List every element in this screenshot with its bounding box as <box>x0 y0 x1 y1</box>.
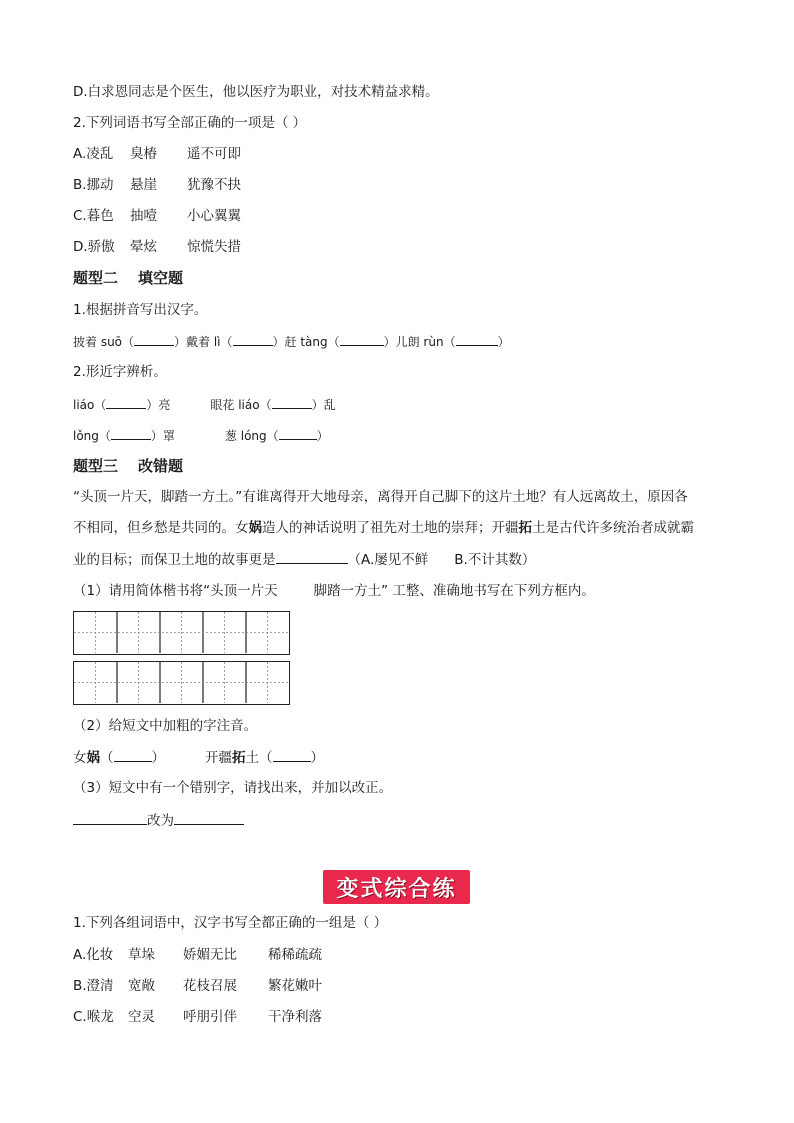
question-2: 2.下列词语书写全部正确的一项是（ ） <box>73 115 307 131</box>
writing-grid-2[interactable] <box>73 661 290 705</box>
writing-grid-1[interactable] <box>73 611 290 655</box>
blank-li[interactable] <box>233 331 273 346</box>
variant-option-c: C.喉龙 空灵 呼朋引伴 干净利落 <box>73 1009 322 1025</box>
blank-wa-pinyin[interactable] <box>114 747 152 762</box>
blank-tuo-pinyin[interactable] <box>273 747 311 762</box>
phonetic-row: 女娲（ ） 开疆拓土（ ） <box>73 747 324 768</box>
passage-line-1: “头顶一片天，脚踏一方土。”有谁离得开大地母亲，离得开自己脚下的这片土地？有人远离故土，原因各 <box>73 489 688 505</box>
correction-question-2: （2）给短文中加粗的字注音。 <box>73 718 258 734</box>
blank-tang[interactable] <box>340 331 384 346</box>
blank-idiom[interactable] <box>276 549 348 564</box>
blank-suo[interactable] <box>134 331 174 346</box>
q2-option-c: C.暮色 抽噎 小心翼翼 <box>73 208 241 224</box>
blank-liao-1[interactable] <box>106 394 146 409</box>
bold-char-tuo: 拓 <box>518 520 532 536</box>
q2-option-d: D.骄傲 晕炫 惊慌失措 <box>73 239 241 255</box>
blank-wrong-char[interactable] <box>73 810 147 825</box>
grid-lines-1 <box>74 612 288 653</box>
blank-long-2[interactable] <box>279 425 317 440</box>
section-banner: 变式综合练 <box>323 870 470 904</box>
variant-question-1: 1.下列各组词语中，汉字书写全都正确的一组是（ ） <box>73 915 388 931</box>
grid-lines-2 <box>74 662 288 703</box>
similar-chars-row-1: liáo（ ）亮 眼花 liáo（ ）乱 <box>73 394 336 415</box>
blank-long-1[interactable] <box>111 425 151 440</box>
variant-option-a: A.化妆 草垛 娇媚无比 稀稀疏疏 <box>73 947 322 963</box>
passage-line-2: 不相同，但乡愁是共同的。女娲造人的神话说明了祖先对土地的崇拜；开疆拓土是古代许多统治者成就霸 <box>73 520 694 536</box>
blank-liao-2[interactable] <box>272 394 312 409</box>
blank-run[interactable] <box>456 331 498 346</box>
correction-question-3: （3）短文中有一个错别字，请找出来，并加以改正。 <box>73 780 393 796</box>
section-heading-fill-in: 题型二 填空题 <box>73 269 184 287</box>
q2-option-a: A.凌乱 臭椿 遥不可即 <box>73 146 241 162</box>
similar-chars-row-2: lǒng（ ）罩 葱 lóng（ ） <box>73 425 329 446</box>
passage-line-3: 业的目标；而保卫土地的故事更是 （A.屡见不鲜 B.不计其数） <box>73 549 535 570</box>
variant-option-b: B.澄清 宽敞 花枝召展 繁花嫩叶 <box>73 978 322 994</box>
option-d-statement: D.白求恩同志是个医生，他以医疗为职业，对技术精益求精。 <box>73 84 439 100</box>
fill-question-2: 2.形近字辨析。 <box>73 364 167 380</box>
pinyin-row: 披着 suō（ ）戴着 lì（ ）赶 tàng（ ）儿朗 rùn（ ） <box>73 331 510 352</box>
fill-question-1: 1.根据拼音写出汉字。 <box>73 302 208 318</box>
correction-answer-row: 改为 <box>73 810 244 831</box>
q2-option-b: B.挪动 悬崖 犹豫不抉 <box>73 177 241 193</box>
correction-question-1: （1）请用简体楷书将“头顶一片天 脚踏一方土” 工整、准确地书写在下列方框内。 <box>73 583 595 599</box>
bold-char-wa: 娲 <box>248 520 262 536</box>
blank-correct-char[interactable] <box>174 810 244 825</box>
section-heading-correction: 题型三 改错题 <box>73 457 184 475</box>
